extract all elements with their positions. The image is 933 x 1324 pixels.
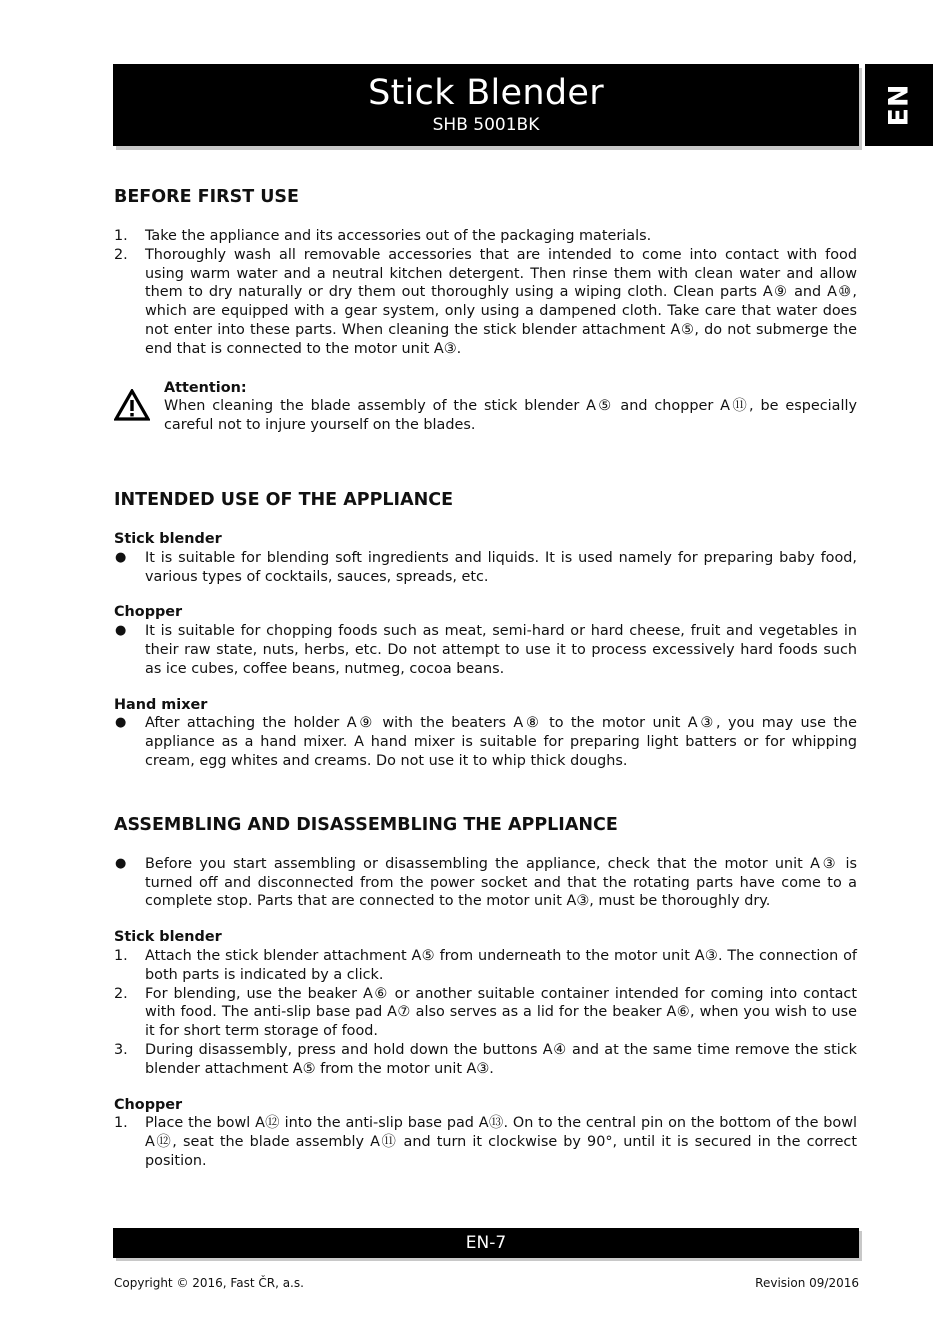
list-item [114,246,857,359]
attention-note [114,379,857,435]
item-text: It is suitable for chopping foods such as meat, semi-hard or hard cheese, fruit and vegetables in their raw state, nuts, herbs, etc. Do not attempt to use it to process excessively hard foods such as ice cubes, coffee beans, nutmeg, cocoa beans. [145,623,857,677]
page-number: EN-7 [465,1233,507,1253]
chopper-use-list [114,622,857,678]
item-text: Before you start assembling or disassembling the appliance, check that the motor unit A③ is turned off and disconnected from the power socket and that the rotating parts have come to a complete stop. Parts that are connected to the motor unit A③, must be thoroughly dry. [145,855,857,910]
step-text: Attach the stick blender attachment A⑤ from underneath to the motor unit A③. The connection of both parts is indicated by a click. [145,947,857,983]
subheading-hand-mixer: Hand mixer [114,696,208,713]
hand-mixer-use-list [114,714,857,770]
header-bar [113,64,859,146]
stick-blender-use-list [114,549,857,587]
page-content [114,185,857,1171]
stick-blender-assembly-steps [114,947,857,1079]
list-item [114,985,857,1041]
bullet-icon: ● [115,855,127,871]
section-heading-intended-use: INTENDED USE OF THE APPLIANCE [114,489,454,510]
language-label: EN [883,83,915,127]
bullet-icon: ● [115,623,127,639]
item-text: It is suitable for blending soft ingredients and liquids. It is used namely for preparing baby food, various types of cocktails, sauces, spreads, etc. [145,549,857,585]
list-item [114,714,857,770]
step-number: 1. [114,1115,128,1132]
chopper-assembly-steps [114,1114,857,1170]
step-number: 2. [114,246,128,263]
revision-text: Revision 09/2016 [755,1276,859,1290]
warning-triangle-icon [114,389,150,421]
page-number-bar [113,1228,859,1258]
section-heading-assembling: ASSEMBLING AND DISASSEMBLING THE APPLIANCE [114,814,618,835]
subheading-chopper-assembly: Chopper [114,1096,183,1113]
list-item [114,549,857,587]
subheading-stick-blender: Stick blender [114,530,222,547]
bullet-icon: ● [115,715,127,731]
step-text: Thoroughly wash all removable accessories that are intended to come into contact with food using warm water and a neutral kitchen detergent. Then rinse them with clean water and allow them to dry naturally or dry them out thoroughly using a wiping cloth. Clean parts A⑨ and A⑩, which are equipped with a gear system, only using a dampened cloth. Take care that water does not enter into these parts. When cleaning the stick blender attachment A⑤, do not submerge the end that is connected to the motor unit A③. [145,246,857,357]
section-heading-before-first-use: BEFORE FIRST USE [114,187,299,207]
subheading-chopper: Chopper [114,604,183,621]
before-first-use-steps [114,227,857,359]
step-number: 1. [114,947,128,964]
list-item [114,227,857,246]
document-title: Stick Blender [368,73,604,113]
step-text: During disassembly, press and hold down the buttons A④ and at the same time remove the stick blender attachment A⑤ from the motor unit A③. [145,1041,857,1077]
step-text: Place the bowl A⑫ into the anti-slip base pad A⑬. On to the central pin on the bottom of the bowl A⑫, seat the blade assembly A⑪ and turn it clockwise by 90°, until it is secured in the correct position. [145,1115,857,1169]
step-text: For blending, use the beaker A⑥ or another suitable container intended for coming into contact with food. The anti-slip base pad A⑦ also serves as a lid for the beaker A⑥, when you wish to use it for short term storage of food. [145,985,857,1040]
list-item [114,1041,857,1079]
assembling-intro-list [114,855,857,911]
attention-text: When cleaning the blade assembly of the stick blender A⑤ and chopper A⑪, be especially careful not to injure yourself on the blades. [164,398,857,434]
step-number: 1. [114,228,128,244]
model-number: SHB 5001BK [432,115,540,135]
subheading-stick-blender-assembly: Stick blender [114,929,222,946]
list-item [114,1114,857,1170]
list-item [114,622,857,678]
list-item [114,947,857,985]
attention-title: Attention: [164,379,247,396]
step-number: 3. [114,1041,128,1058]
copyright-text: Copyright © 2016, Fast ČR, a.s. [114,1276,304,1290]
bullet-icon: ● [115,549,127,565]
step-number: 2. [114,985,128,1002]
item-text: After attaching the holder A⑨ with the beaters A⑧ to the motor unit A③, you may use the appliance as a hand mixer. A hand mixer is suitable for preparing light batters or for whipping cream, egg whites and creams. Do not use it to whip thick doughs. [145,715,857,769]
step-text: Take the appliance and its accessories out of the packaging materials. [145,228,652,244]
language-tab [865,64,933,146]
list-item [114,855,857,911]
